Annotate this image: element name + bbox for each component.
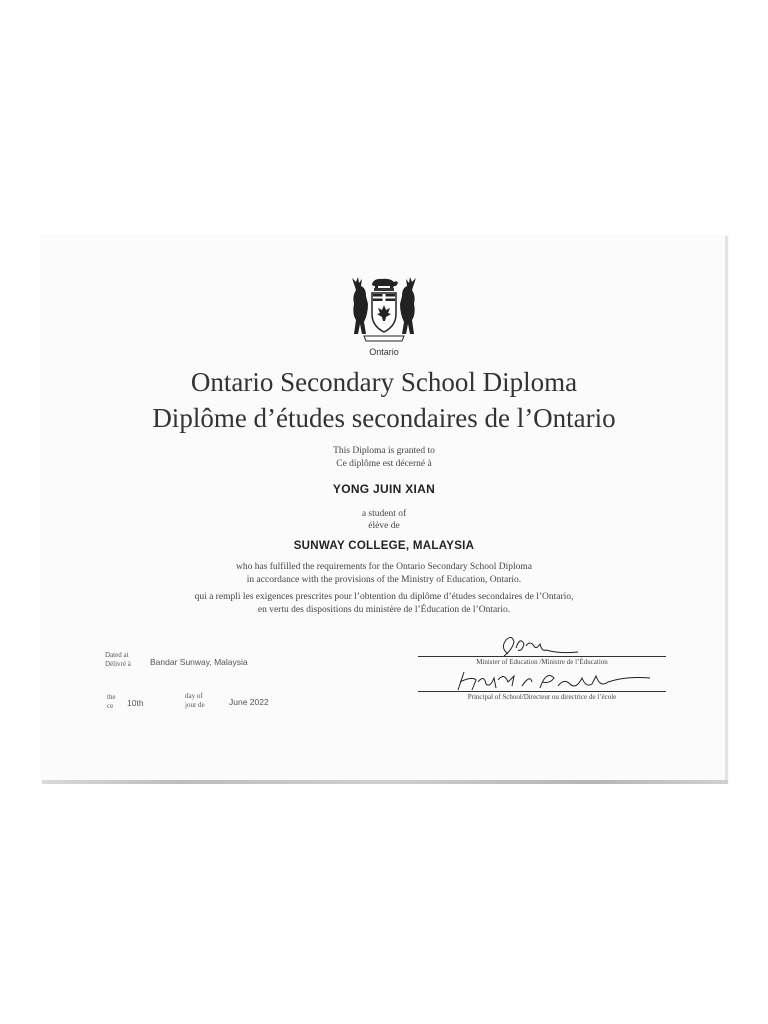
crest-label: Ontario [369, 347, 399, 357]
requirements-line: qui a rempli les exigences prescrites pour l’obtention du diplôme d’études secondaires de l’Ontario, [194, 592, 574, 602]
school-name: SUNWAY COLLEGE, MALAYSIA [293, 540, 475, 552]
minister-signature-line [418, 656, 666, 657]
diploma-title-french: Diplôme d’études secondaires de l’Ontario [152, 403, 616, 433]
principal-caption: Principal of School/Directeur ou directrice de l’école [467, 693, 617, 701]
issue-place: Bandar Sunway, Malaysia [150, 657, 248, 667]
minister-caption: Minister of Education /Ministre de l’Éducation [476, 658, 608, 666]
jour-de-label: jour de [185, 701, 205, 709]
diploma-title-english: Ontario Secondary School Diploma [190, 367, 578, 397]
student-of-french: élève de [368, 521, 400, 531]
ce-label: ce [107, 702, 114, 710]
recipient-name: YONG JUIN XIAN [332, 482, 436, 496]
requirements-line: en vertu des dispositions du ministère de l’Éducation de l’Ontario. [257, 605, 511, 615]
paper-edge-bottom [42, 780, 728, 784]
issue-day: 10th [127, 698, 144, 708]
granted-text-english: This Diploma is granted to [333, 446, 435, 456]
day-of-label: day of [185, 692, 203, 700]
principal-signature-line [418, 691, 666, 692]
delivre-a-label: Délivré à [105, 660, 131, 668]
requirements-line: in accordance with the provisions of the Ministry of Education, Ontario. [246, 575, 522, 585]
issue-month-year: June 2022 [229, 697, 269, 707]
granted-text-french: Ce diplôme est décerné à [336, 459, 432, 469]
requirements-line: who has fulfilled the requirements for the Ontario Secondary School Diploma [235, 562, 532, 572]
paper-edge-right [725, 236, 728, 784]
ontario-coat-of-arms-icon [344, 274, 424, 344]
the-label: the [107, 693, 116, 701]
student-of-english: a student of [361, 509, 407, 519]
dated-at-label: Dated at [105, 651, 129, 659]
